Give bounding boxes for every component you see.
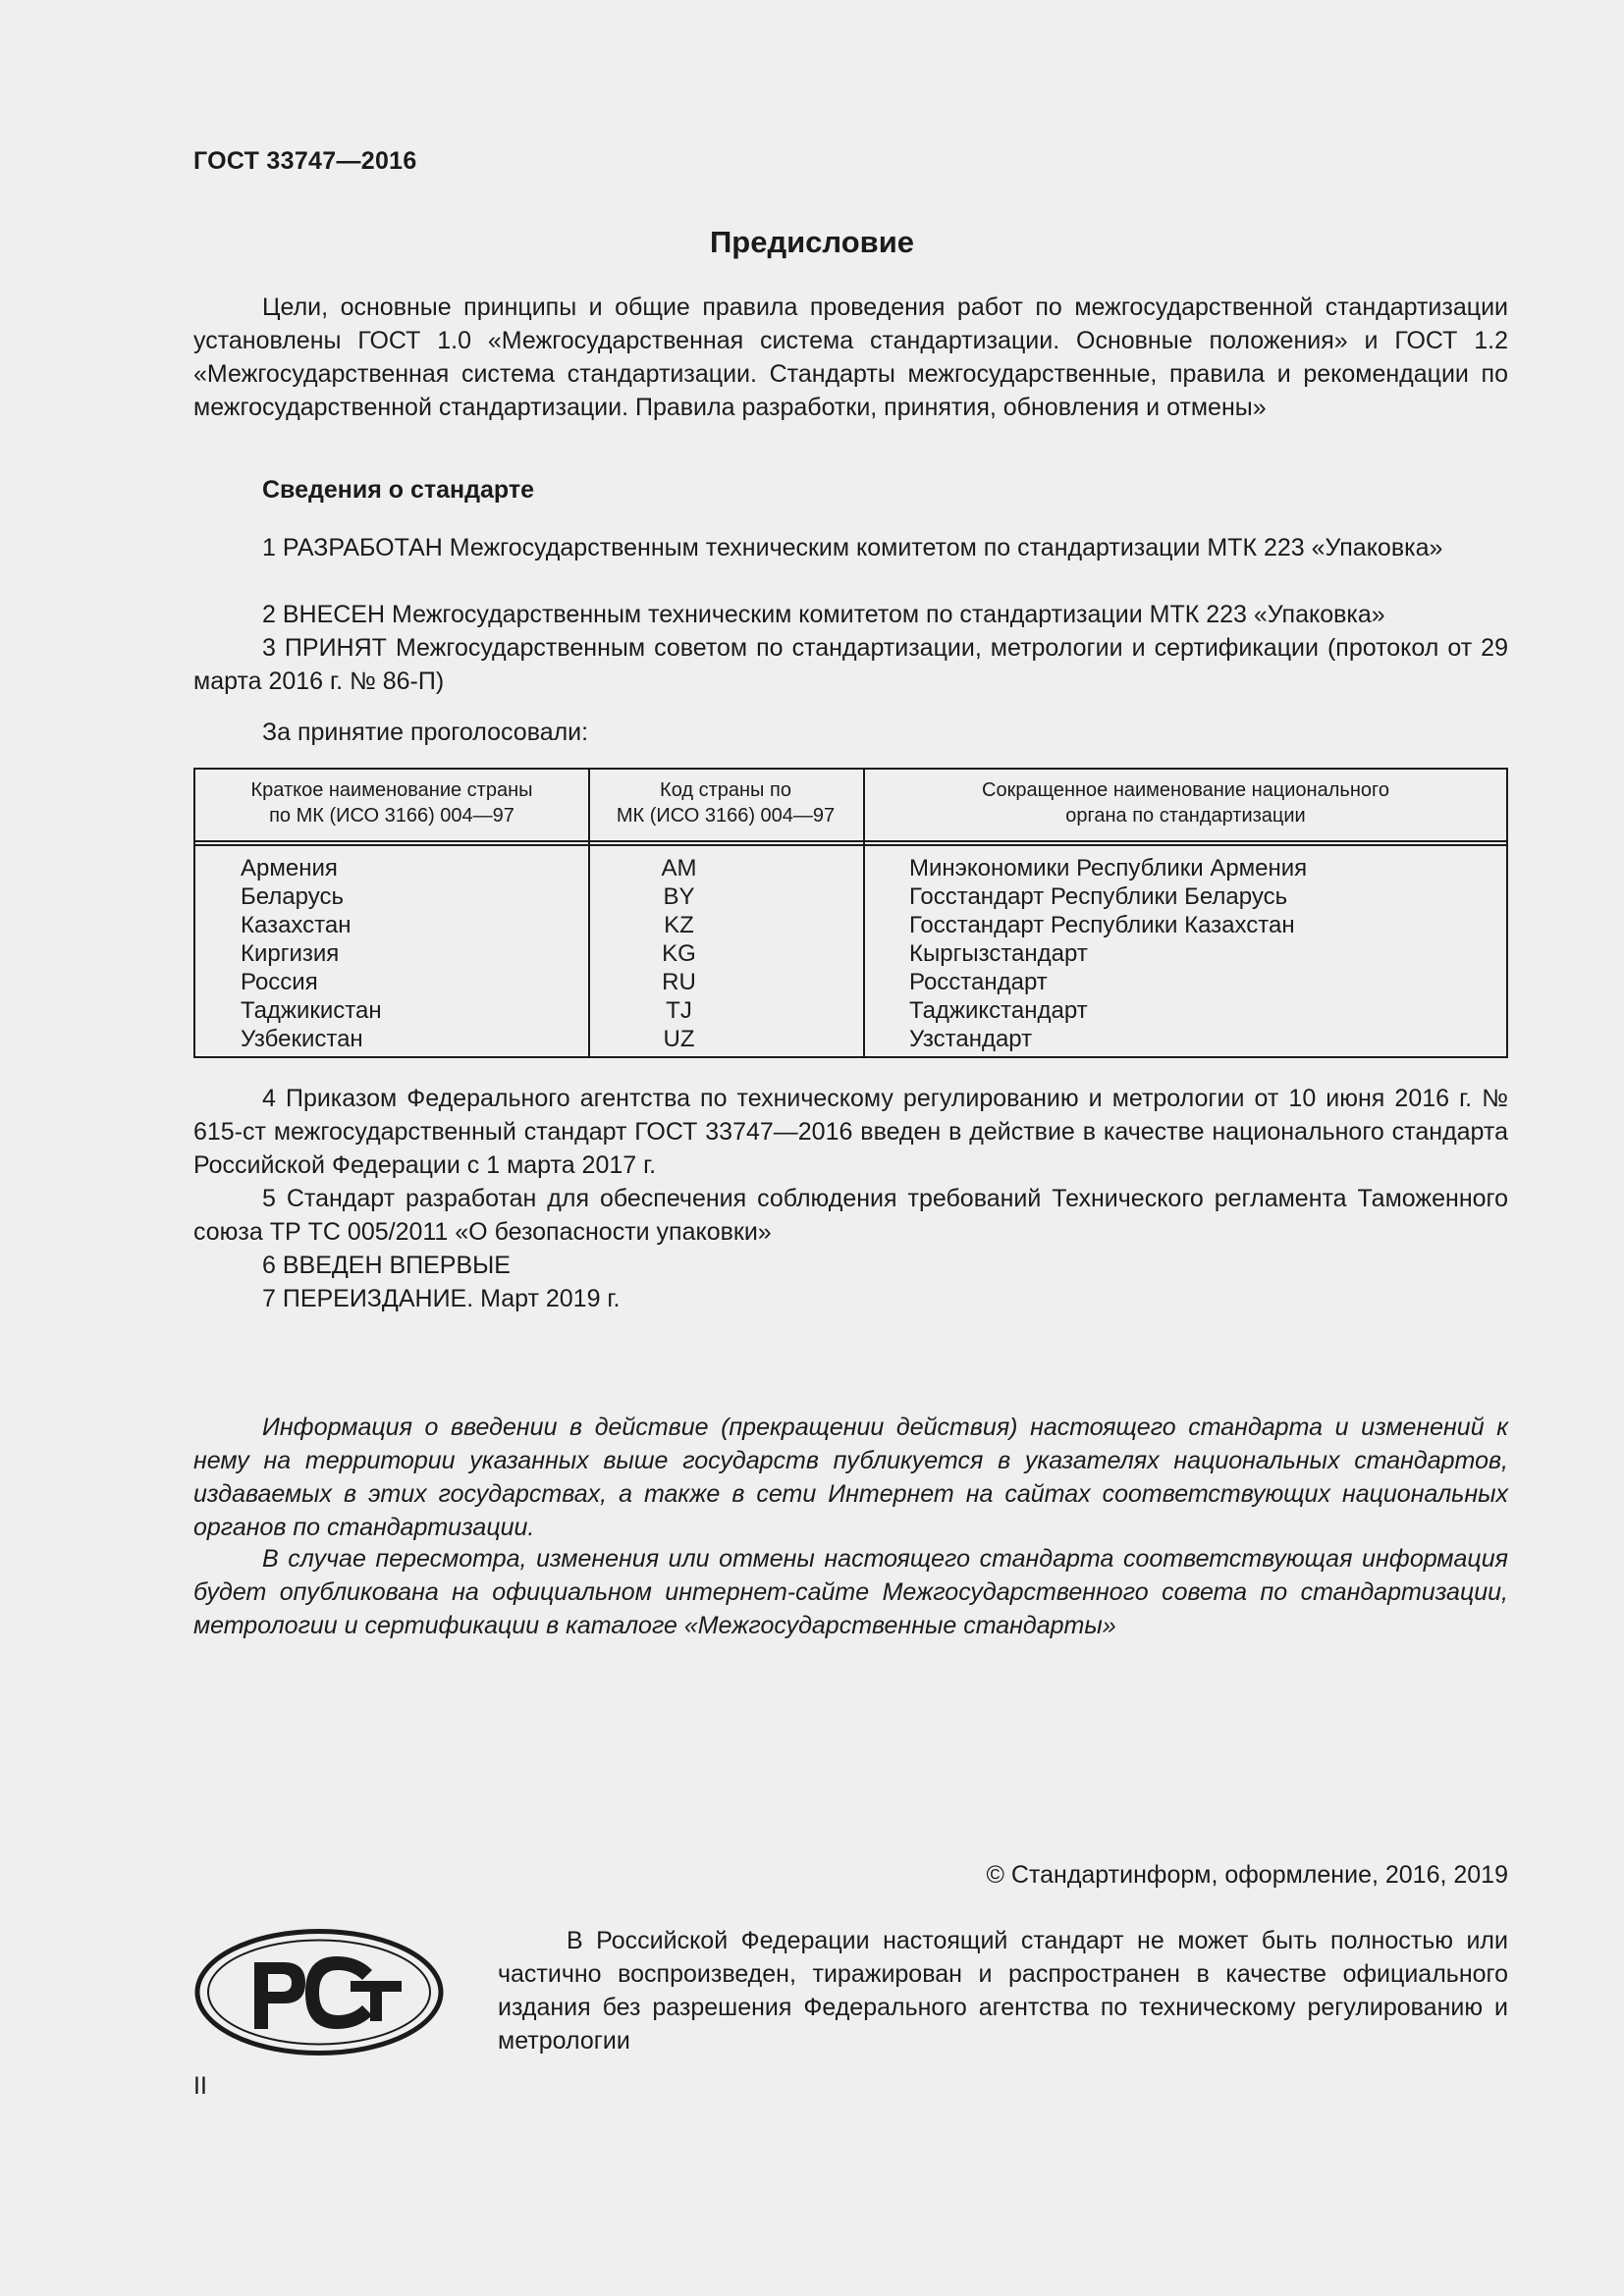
table-cell-code: AM	[661, 855, 697, 881]
table-cell-code: BY	[663, 883, 695, 910]
table-cell-body: Госстандарт Республики Казахстан	[909, 912, 1295, 938]
page-title: Предисловие	[709, 225, 914, 259]
table-cell-code: UZ	[663, 1026, 695, 1052]
voted-label: За принятие проголосовали:	[262, 719, 589, 746]
column-code	[588, 854, 770, 1053]
copyright-notice: В Российской Федерации настоящий стандарт не может быть полностью или частично воспроизведен, тиражирован и распространен в качестве официального издания без разрешения Федерального агентства по техническому регулированию и метрологии	[498, 1927, 1508, 2055]
table-cell-country: Армения	[241, 855, 338, 881]
header-country: Краткое наименование страны по МК (ИСО 3166) 004—97	[250, 779, 533, 827]
table-cell-body: Минэкономики Республики Армения	[909, 855, 1308, 881]
header-code: Код страны по МК (ИСО 3166) 004—97	[616, 779, 836, 827]
item-6: 6 ВВЕДЕН ВПЕРВЫЕ	[262, 1252, 511, 1279]
copyright: © Стандартинформ, оформление, 2016, 2019	[986, 1861, 1508, 1889]
table-cell-body: Кыргызстандарт	[909, 940, 1088, 967]
column-country	[241, 854, 382, 1053]
table-cell-country: Казахстан	[241, 912, 352, 938]
table-cell-body: Узстандарт	[909, 1026, 1033, 1052]
table-cell-country: Россия	[241, 969, 318, 995]
table-cell-body: Госстандарт Республики Беларусь	[909, 883, 1288, 910]
table-cell-code: KG	[662, 940, 696, 967]
table-cell-code: RU	[662, 969, 696, 995]
table-cell-country: Киргизия	[241, 940, 340, 967]
item-7: 7 ПЕРЕИЗДАНИЕ. Март 2019 г.	[262, 1285, 621, 1312]
info-note-1: Информация о введении в действие (прекращении действия) настоящего стандарта и изменений к нему на территории указанных выше государств публикуется в указателях национальных стандартов, издаваемых в этих государствах, а также в сети Интернет на сайтах соответствующих национальных органов по стандартизации.	[193, 1414, 1508, 1541]
item-1: 1 РАЗРАБОТАН Межгосударственным техническим комитетом по стандартизации МТК 223 «Упаковка»	[262, 534, 1443, 561]
table-cell-code: TJ	[666, 997, 692, 1024]
table-cell-country: Таджикистан	[241, 997, 382, 1024]
table-cell-body: Таджикстандарт	[909, 997, 1088, 1024]
item-3: 3 ПРИНЯТ Межгосударственным советом по стандартизации, метрологии и сертификации (протокол от 29 марта 2016 г. № 86-П)	[193, 634, 1508, 695]
table-cell-country: Узбекистан	[241, 1026, 363, 1052]
rst-logo-icon	[193, 1927, 445, 2057]
item-4: 4 Приказом Федерального агентства по техническому регулированию и метрологии от 10 июня 2016 г. № 615-ст межгосударственный стандарт ГОСТ 33747—2016 введен в действие в качестве национального стандарта Российской Федерации с 1 марта 2017 г.	[193, 1085, 1508, 1179]
item-5: 5 Стандарт разработан для обеспечения соблюдения требований Технического регламента Таможенного союза ТР ТС 005/2011 «О безопасности упаковки»	[193, 1185, 1508, 1246]
column-body	[909, 854, 1307, 1053]
table-header-double-line	[195, 844, 1506, 846]
page-number: II	[193, 2072, 207, 2100]
voting-table	[193, 768, 1508, 1058]
table-cell-body: Росстандарт	[909, 969, 1048, 995]
info-note-2: В случае пересмотра, изменения или отмены настоящего стандарта соответствующая информация будет опубликована на официальном интернет-сайте Межгосударственного совета по стандартизации, метрологии и сертификации в каталоге «Межгосударственные стандарты»	[193, 1545, 1508, 1639]
item-2: 2 ВНЕСЕН Межгосударственным техническим комитетом по стандартизации МТК 223 «Упаковка»	[262, 601, 1385, 628]
info-heading: Сведения о стандарте	[262, 476, 535, 504]
table-cell-code: KZ	[664, 912, 694, 938]
header-body: Сокращенное наименование национального органа по стандартизации	[982, 779, 1389, 827]
intro-paragraph: Цели, основные принципы и общие правила проведения работ по межгосударственной стандартизации установлены ГОСТ 1.0 «Межгосударственная система стандартизации. Основные положения» и ГОСТ 1.2 «Межгосударственная система стандартизации. Стандарты межгосударственные, правила и рекомендации по межгосударственной стандартизации. Правила разработки, принятия, обновления и отмены»	[193, 294, 1508, 421]
doc-code: ГОСТ 33747—2016	[193, 147, 417, 175]
table-cell-country: Беларусь	[241, 883, 344, 910]
